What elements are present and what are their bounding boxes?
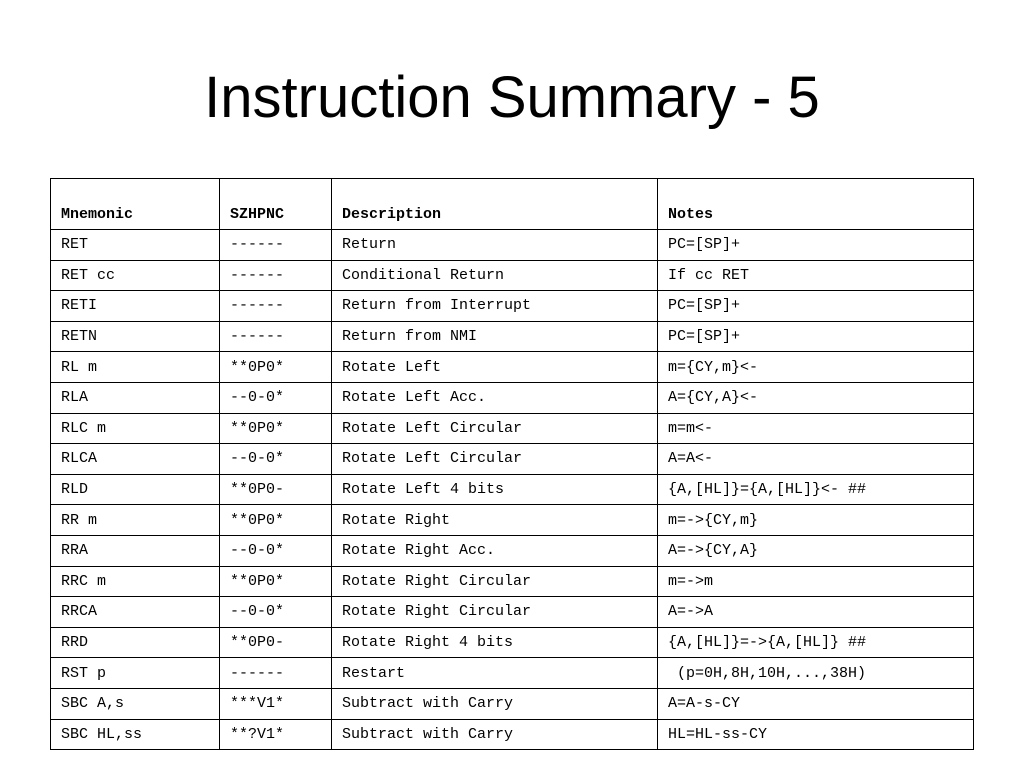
- header-description: Description: [332, 179, 658, 230]
- cell-mnemonic: RRA: [51, 535, 220, 566]
- cell-notes: If cc RET: [658, 260, 974, 291]
- cell-flags: --0-0*: [220, 382, 332, 413]
- table-row: [51, 535, 974, 566]
- cell-description: Rotate Right 4 bits: [332, 627, 658, 658]
- cell-flags: ------: [220, 658, 332, 689]
- cell-flags: ------: [220, 321, 332, 352]
- table-row: [51, 382, 974, 413]
- cell-notes: m=->{CY,m}: [658, 505, 974, 536]
- cell-flags: **0P0*: [220, 566, 332, 597]
- cell-notes: m=->m: [658, 566, 974, 597]
- cell-mnemonic: RL m: [51, 352, 220, 383]
- cell-notes: (p=0H,8H,10H,...,38H): [658, 658, 974, 689]
- table-row: [51, 444, 974, 475]
- cell-description: Rotate Left 4 bits: [332, 474, 658, 505]
- table-body: [51, 230, 974, 750]
- table-row: [51, 566, 974, 597]
- cell-description: Rotate Left Circular: [332, 444, 658, 475]
- cell-notes: PC=[SP]+: [658, 321, 974, 352]
- cell-mnemonic: RST p: [51, 658, 220, 689]
- cell-flags: **?V1*: [220, 719, 332, 750]
- slide-title: Instruction Summary - 5: [204, 65, 820, 130]
- header-notes: Notes: [658, 179, 974, 230]
- cell-mnemonic: RLC m: [51, 413, 220, 444]
- cell-description: Restart: [332, 658, 658, 689]
- cell-description: Rotate Left Acc.: [332, 382, 658, 413]
- cell-mnemonic: SBC HL,ss: [51, 719, 220, 750]
- table-row: [51, 413, 974, 444]
- cell-notes: {A,[HL]}=->{A,[HL]} ##: [658, 627, 974, 658]
- table-row: [51, 658, 974, 689]
- header-mnemonic: Mnemonic: [51, 179, 220, 230]
- cell-mnemonic: RETI: [51, 291, 220, 322]
- cell-notes: PC=[SP]+: [658, 291, 974, 322]
- table-row: [51, 719, 974, 750]
- cell-notes: HL=HL-ss-CY: [658, 719, 974, 750]
- cell-notes: A=A<-: [658, 444, 974, 475]
- cell-notes: {A,[HL]}={A,[HL]}<- ##: [658, 474, 974, 505]
- cell-notes: A={CY,A}<-: [658, 382, 974, 413]
- cell-notes: m={CY,m}<-: [658, 352, 974, 383]
- table-row: [51, 474, 974, 505]
- table-row: [51, 260, 974, 291]
- cell-flags: **0P0-: [220, 474, 332, 505]
- cell-description: Rotate Right Circular: [332, 597, 658, 628]
- table-row: [51, 505, 974, 536]
- cell-mnemonic: RETN: [51, 321, 220, 352]
- instruction-table: [50, 178, 974, 750]
- cell-description: Rotate Left Circular: [332, 413, 658, 444]
- cell-notes: A=->{CY,A}: [658, 535, 974, 566]
- cell-mnemonic: RLCA: [51, 444, 220, 475]
- cell-mnemonic: RR m: [51, 505, 220, 536]
- cell-mnemonic: RET cc: [51, 260, 220, 291]
- table-row: [51, 597, 974, 628]
- cell-description: Conditional Return: [332, 260, 658, 291]
- table-row: [51, 291, 974, 322]
- cell-mnemonic: RET: [51, 230, 220, 261]
- table-row: [51, 352, 974, 383]
- cell-mnemonic: RRD: [51, 627, 220, 658]
- table-row: [51, 230, 974, 261]
- cell-flags: **0P0-: [220, 627, 332, 658]
- cell-mnemonic: SBC A,s: [51, 688, 220, 719]
- cell-flags: **0P0*: [220, 413, 332, 444]
- cell-description: Rotate Right Circular: [332, 566, 658, 597]
- cell-notes: A=->A: [658, 597, 974, 628]
- cell-flags: ***V1*: [220, 688, 332, 719]
- cell-flags: --0-0*: [220, 535, 332, 566]
- cell-description: Return from Interrupt: [332, 291, 658, 322]
- cell-flags: **0P0*: [220, 352, 332, 383]
- cell-description: Subtract with Carry: [332, 719, 658, 750]
- cell-flags: --0-0*: [220, 444, 332, 475]
- cell-flags: ------: [220, 230, 332, 261]
- cell-description: Subtract with Carry: [332, 688, 658, 719]
- cell-mnemonic: RLA: [51, 382, 220, 413]
- cell-description: Rotate Left: [332, 352, 658, 383]
- table-row: [51, 627, 974, 658]
- cell-description: Return from NMI: [332, 321, 658, 352]
- cell-description: Rotate Right: [332, 505, 658, 536]
- table-row: [51, 321, 974, 352]
- cell-mnemonic: RRC m: [51, 566, 220, 597]
- cell-notes: A=A-s-CY: [658, 688, 974, 719]
- table-header-row: [51, 179, 974, 230]
- cell-flags: --0-0*: [220, 597, 332, 628]
- cell-description: Return: [332, 230, 658, 261]
- cell-flags: **0P0*: [220, 505, 332, 536]
- cell-flags: ------: [220, 291, 332, 322]
- cell-description: Rotate Right Acc.: [332, 535, 658, 566]
- table-row: [51, 688, 974, 719]
- cell-mnemonic: RLD: [51, 474, 220, 505]
- cell-notes: PC=[SP]+: [658, 230, 974, 261]
- cell-mnemonic: RRCA: [51, 597, 220, 628]
- cell-flags: ------: [220, 260, 332, 291]
- header-flags: SZHPNC: [220, 179, 332, 230]
- cell-notes: m=m<-: [658, 413, 974, 444]
